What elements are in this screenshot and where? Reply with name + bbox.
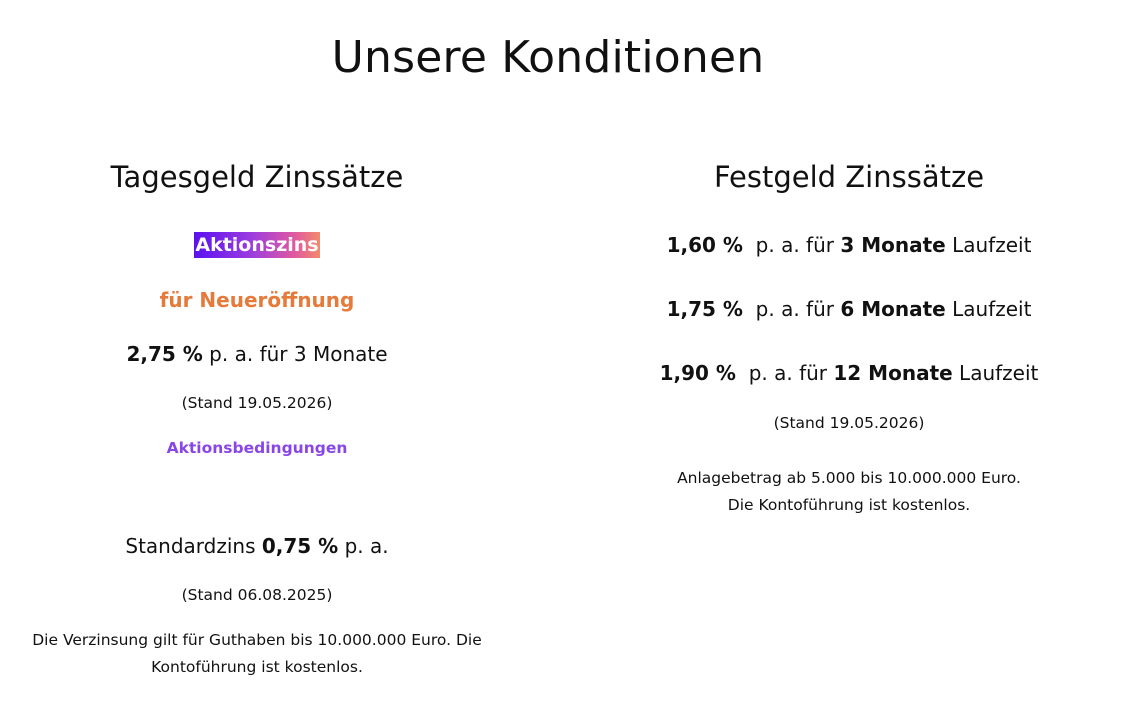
standard-rate-suffix: p. a. xyxy=(338,534,389,558)
festgeld-rate-middle: p. a. für xyxy=(735,361,834,385)
promo-conditions-link[interactable]: Aktionsbedingungen xyxy=(166,439,348,457)
festgeld-rate-row xyxy=(602,295,1096,323)
festgeld-rate-value: 1,60 % xyxy=(666,233,743,257)
tagesgeld-note-line2: Kontoführung ist kostenlos. xyxy=(151,658,363,676)
festgeld-rate-middle: p. a. für xyxy=(742,297,841,321)
festgeld-rate-value: 1,90 % xyxy=(659,361,736,385)
festgeld-rate-row xyxy=(602,359,1096,387)
festgeld-note-line2: Die Kontoführung ist kostenlos. xyxy=(727,496,971,514)
festgeld-stand: (Stand 19.05.2026) xyxy=(773,414,925,432)
festgeld-heading: Festgeld Zinssätze xyxy=(713,160,985,194)
page-title: Unsere Konditionen xyxy=(331,32,765,83)
promo-badge: Aktionszins xyxy=(195,234,319,256)
promo-badge-row xyxy=(12,232,502,258)
festgeld-rate-value: 1,75 % xyxy=(666,297,743,321)
promo-rate-value: 2,75 % xyxy=(126,342,203,366)
festgeld-note xyxy=(602,465,1096,519)
tagesgeld-heading: Tagesgeld Zinssätze xyxy=(110,160,404,194)
promo-rate xyxy=(12,340,502,368)
festgeld-rate-row xyxy=(602,231,1096,259)
festgeld-rate-term: 6 Monate xyxy=(840,297,946,321)
promo-subtitle: für Neueröffnung xyxy=(159,288,355,312)
standard-stand: (Stand 06.08.2025) xyxy=(181,586,333,604)
standard-rate xyxy=(12,532,502,560)
promo-stand: (Stand 19.05.2026) xyxy=(181,394,333,412)
festgeld-rate-term: 12 Monate xyxy=(833,361,953,385)
festgeld-rate-suffix: Laufzeit xyxy=(945,297,1032,321)
festgeld-rate-suffix: Laufzeit xyxy=(945,233,1032,257)
festgeld-rate-suffix: Laufzeit xyxy=(952,361,1039,385)
promo-rate-suffix: p. a. für 3 Monate xyxy=(202,342,388,366)
tagesgeld-note xyxy=(12,627,502,681)
festgeld-rate-middle: p. a. für xyxy=(742,233,841,257)
promo-conditions-row xyxy=(12,437,502,459)
standard-rate-value: 0,75 % xyxy=(261,534,339,558)
tagesgeld-note-line1: Die Verzinsung gilt für Guthaben bis 10.000.000 Euro. Die xyxy=(32,631,482,649)
standard-rate-prefix: Standardzins xyxy=(125,534,262,558)
festgeld-note-line1: Anlagebetrag ab 5.000 bis 10.000.000 Euro. xyxy=(677,469,1021,487)
festgeld-rate-term: 3 Monate xyxy=(840,233,946,257)
